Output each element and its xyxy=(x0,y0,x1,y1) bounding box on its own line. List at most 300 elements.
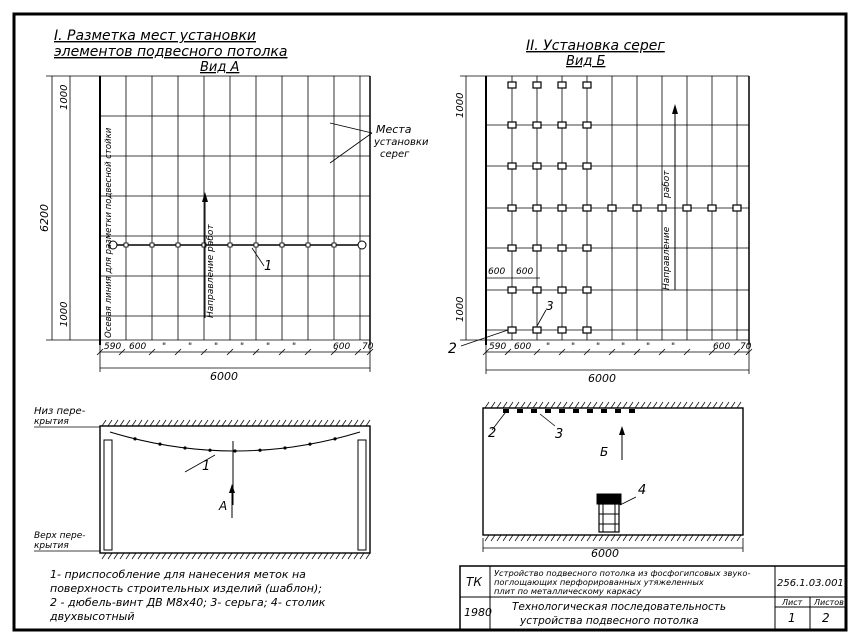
hatch xyxy=(270,420,274,426)
hatch xyxy=(641,402,645,408)
hatch xyxy=(593,402,597,408)
hatch xyxy=(198,420,202,426)
hatch xyxy=(210,553,214,559)
hatch xyxy=(240,553,244,559)
section-1-title-line1: I. Разметка мест установки xyxy=(54,28,257,44)
hatch xyxy=(641,535,645,541)
mark xyxy=(124,243,128,247)
hatch xyxy=(156,553,160,559)
hatch xyxy=(557,402,561,408)
elev-a-label-top-1: Низ пере- xyxy=(34,406,86,417)
hatch xyxy=(491,402,495,408)
section-2-title: II. Установка серег xyxy=(526,38,665,54)
hatch xyxy=(677,535,681,541)
elev-b-earrings xyxy=(503,409,635,413)
earring xyxy=(583,82,591,88)
tb-subject-3: плит по металлическому каркасу xyxy=(494,586,642,596)
section-2-header xyxy=(526,38,665,69)
earring xyxy=(558,163,566,169)
plan-b-leader-3 xyxy=(537,310,546,326)
mark xyxy=(280,243,284,247)
earring xyxy=(608,205,616,211)
hatch xyxy=(186,420,190,426)
hatch xyxy=(204,420,208,426)
hatch xyxy=(719,402,723,408)
legend-line-4: двухвысотный xyxy=(50,610,135,623)
elev-a-leader-1 xyxy=(185,455,215,472)
earring xyxy=(558,245,566,251)
hatch xyxy=(623,535,627,541)
hatch xyxy=(707,402,711,408)
earring xyxy=(601,409,607,413)
earring xyxy=(629,409,635,413)
hatch xyxy=(180,553,184,559)
hatch xyxy=(114,420,118,426)
earring xyxy=(533,327,541,333)
plan-a-dim-repeat-6: " xyxy=(292,342,297,352)
plan-a-marker-1: 1 xyxy=(264,259,273,274)
callout-line2: установки xyxy=(374,137,429,148)
legend-line-1: 1- приспособление для нанесения меток на xyxy=(50,568,306,581)
earring xyxy=(558,287,566,293)
hatch xyxy=(671,535,675,541)
hatch xyxy=(108,420,112,426)
hatch xyxy=(192,420,196,426)
plan-b-dim-first: 590 xyxy=(489,342,507,352)
hatch xyxy=(683,535,687,541)
hatch xyxy=(210,420,214,426)
mark xyxy=(150,243,154,247)
elev-b-marker-2: 2 xyxy=(488,426,497,441)
tb-doc-title-1: Технологическая последовательность xyxy=(512,601,727,613)
hatch xyxy=(246,553,250,559)
elev-a-post-right xyxy=(358,440,366,550)
hatch xyxy=(204,553,208,559)
elev-a-frame xyxy=(100,426,370,553)
elev-a-marker-1: 1 xyxy=(202,459,211,474)
hatch xyxy=(168,420,172,426)
hatch xyxy=(198,553,202,559)
tb-sheet: 1 xyxy=(788,611,796,625)
hatch xyxy=(162,420,166,426)
sag-mark xyxy=(208,449,211,452)
earring xyxy=(573,409,579,413)
earring xyxy=(503,409,509,413)
hatch xyxy=(330,553,334,559)
hatch xyxy=(120,420,124,426)
hatch xyxy=(132,553,136,559)
hatch xyxy=(246,420,250,426)
plan-a-dim-second: 600 xyxy=(129,342,147,352)
hatch xyxy=(551,535,555,541)
mark xyxy=(306,243,310,247)
hatch xyxy=(132,420,136,426)
hatch xyxy=(665,535,669,541)
elev-a-post-left xyxy=(104,440,112,550)
hatch xyxy=(162,553,166,559)
elev-b-slab-hatch xyxy=(485,402,741,541)
hatch xyxy=(276,553,280,559)
hatch xyxy=(360,553,364,559)
hatch xyxy=(515,402,519,408)
hatch xyxy=(539,535,543,541)
hatch xyxy=(252,553,256,559)
earring xyxy=(508,163,516,169)
plan-b-marker-3: 3 xyxy=(546,299,554,313)
earring xyxy=(587,409,593,413)
plan-a-dim-total-h: 6000 xyxy=(210,370,238,383)
plan-b-dim-repeat-6: " xyxy=(671,342,676,352)
hatch xyxy=(659,402,663,408)
tb-sheets: 2 xyxy=(822,611,830,625)
earring xyxy=(508,205,516,211)
hatch xyxy=(485,402,489,408)
hatch xyxy=(126,553,130,559)
hatch xyxy=(222,420,226,426)
hatch xyxy=(174,420,178,426)
hatch xyxy=(300,420,304,426)
elev-b-dim-total: 6000 xyxy=(591,547,619,560)
sag-mark xyxy=(258,449,261,452)
section-1-header xyxy=(54,28,287,75)
hatch xyxy=(258,420,262,426)
legend-line-3: 2 - дюбель-винт ДВ М8х40; 3- серьга; 4- столик xyxy=(50,596,326,609)
elev-b-direction-arrowhead xyxy=(619,426,625,435)
hatch xyxy=(551,402,555,408)
sag-mark xyxy=(233,449,236,452)
hatch xyxy=(252,420,256,426)
tb-doc-title-2: устройства подвесного потолка xyxy=(520,615,699,627)
plan-b-direction-upper: работ xyxy=(662,170,672,198)
hatch xyxy=(306,420,310,426)
hatch xyxy=(336,420,340,426)
elev-a-sag-line xyxy=(110,432,360,451)
plan-b-dim-second: 600 xyxy=(514,342,532,352)
hatch xyxy=(192,553,196,559)
hatch xyxy=(497,535,501,541)
hatch xyxy=(635,535,639,541)
plan-a-dim-bottom-v: 1000 xyxy=(59,301,70,327)
earring xyxy=(558,122,566,128)
hatch xyxy=(485,535,489,541)
hatch xyxy=(324,553,328,559)
hatch xyxy=(366,420,370,426)
hatch xyxy=(108,553,112,559)
hatch xyxy=(288,420,292,426)
hatch xyxy=(228,420,232,426)
plan-a-grid xyxy=(100,76,370,340)
hatch xyxy=(354,553,358,559)
hatch xyxy=(713,535,717,541)
hatch xyxy=(695,402,699,408)
elev-a-direction-arrowhead xyxy=(229,484,235,493)
hatch xyxy=(240,420,244,426)
hatch xyxy=(539,402,543,408)
hatch xyxy=(671,402,675,408)
tb-sheets-label: Листов xyxy=(814,598,844,607)
earring xyxy=(615,409,621,413)
hatch xyxy=(342,553,346,559)
hatch xyxy=(635,402,639,408)
hatch xyxy=(342,420,346,426)
tb-code: 256.1.03.001 xyxy=(777,578,844,589)
earring xyxy=(531,409,537,413)
plan-a-dim-repeat-3: " xyxy=(214,342,219,352)
hatch xyxy=(312,420,316,426)
hatch xyxy=(653,535,657,541)
hatch xyxy=(521,402,525,408)
hatch xyxy=(318,553,322,559)
hatch xyxy=(186,553,190,559)
earring xyxy=(508,287,516,293)
hatch xyxy=(707,535,711,541)
hatch xyxy=(599,535,603,541)
hatch xyxy=(354,420,358,426)
earring xyxy=(508,82,516,88)
sag-mark xyxy=(333,437,336,440)
plan-a-direction-note: Направление работ xyxy=(206,224,216,318)
hatch xyxy=(659,535,663,541)
hatch xyxy=(563,402,567,408)
earring xyxy=(583,327,591,333)
legend xyxy=(49,568,326,623)
hatch xyxy=(629,535,633,541)
earring xyxy=(533,82,541,88)
plan-a-dim-repeat-1: " xyxy=(162,342,167,352)
hatch xyxy=(144,553,148,559)
plan-b-direction-arrowhead xyxy=(672,104,678,114)
hatch xyxy=(581,535,585,541)
hatch xyxy=(156,420,160,426)
plan-b-dim-top-v: 1000 xyxy=(455,92,466,118)
hatch xyxy=(731,402,735,408)
sag-mark xyxy=(158,443,161,446)
earring xyxy=(545,409,551,413)
tb-year: 1980 xyxy=(464,606,492,619)
legend-line-2: поверхность строительных изделий (шаблон); xyxy=(50,582,322,595)
hatch xyxy=(527,535,531,541)
hatch xyxy=(587,402,591,408)
hatch xyxy=(587,535,591,541)
hatch xyxy=(545,402,549,408)
hatch xyxy=(282,553,286,559)
hatch xyxy=(497,402,501,408)
tb-subject-2: поглощающих перфорированных утяжеленных xyxy=(494,577,704,587)
hatch xyxy=(216,553,220,559)
hatch xyxy=(509,402,513,408)
hatch xyxy=(294,420,298,426)
hatch xyxy=(527,402,531,408)
earring xyxy=(583,245,591,251)
hatch xyxy=(312,553,316,559)
hatch xyxy=(575,535,579,541)
hatch xyxy=(306,553,310,559)
hatch xyxy=(533,535,537,541)
plan-b-dim-end: 70 xyxy=(740,342,752,352)
plan-b-dim-repeat-2: " xyxy=(571,342,576,352)
elev-b-leader-3 xyxy=(540,414,555,426)
hatch xyxy=(719,535,723,541)
earring xyxy=(683,205,691,211)
hatch xyxy=(677,402,681,408)
earring xyxy=(583,287,591,293)
hatch xyxy=(509,535,513,541)
plan-b-marker-2: 2 xyxy=(448,341,457,357)
hatch xyxy=(150,420,154,426)
section-2-view-label: Вид Б xyxy=(566,54,606,69)
earring xyxy=(533,163,541,169)
plan-a-leader-1 xyxy=(252,248,264,266)
plan-a-dim-last: 600 xyxy=(333,342,351,352)
earring xyxy=(533,245,541,251)
plan-b-dim-last: 600 xyxy=(713,342,731,352)
plan-a-direction-arrowhead xyxy=(202,192,208,202)
plan-a-dim-end: 70 xyxy=(362,342,374,352)
hatch xyxy=(689,402,693,408)
hatch xyxy=(264,553,268,559)
earring xyxy=(508,327,516,333)
plan-a-axis-note: Осевая линия для разметки подвесной стойки xyxy=(104,127,114,338)
plan-view-a xyxy=(38,76,429,383)
sag-mark xyxy=(133,437,136,440)
hatch xyxy=(737,402,741,408)
plan-a-end-circle-right xyxy=(358,241,366,249)
plan-view-b xyxy=(448,76,752,385)
hatch xyxy=(324,420,328,426)
elev-a-direction-label: А xyxy=(219,499,228,513)
hatch xyxy=(318,420,322,426)
tb-sheet-label: Лист xyxy=(782,598,803,607)
hatch xyxy=(623,402,627,408)
hatch xyxy=(725,402,729,408)
hatch xyxy=(168,553,172,559)
elevation-a xyxy=(34,406,370,559)
elev-b-direction-label: Б xyxy=(600,445,609,459)
hatch xyxy=(144,420,148,426)
plan-a-dim-top-v: 1000 xyxy=(59,84,70,110)
hatch xyxy=(557,535,561,541)
hatch xyxy=(234,420,238,426)
mark xyxy=(228,243,232,247)
mark xyxy=(332,243,336,247)
plan-a-vertical-dims xyxy=(46,76,100,340)
hatch xyxy=(647,402,651,408)
hatch xyxy=(120,553,124,559)
hatch xyxy=(282,420,286,426)
hatch xyxy=(569,402,573,408)
hatch xyxy=(617,402,621,408)
elev-b-leader-4 xyxy=(620,497,636,505)
hatch xyxy=(629,402,633,408)
section-1-view-label: Вид А xyxy=(200,60,240,75)
hatch xyxy=(138,420,142,426)
hatch xyxy=(366,553,370,559)
hatch xyxy=(647,535,651,541)
sag-mark xyxy=(283,446,286,449)
plan-a-callout xyxy=(330,123,429,163)
hatch xyxy=(611,535,615,541)
elev-b-frame xyxy=(483,408,743,535)
earring xyxy=(517,409,523,413)
hatch xyxy=(114,553,118,559)
elevation-b xyxy=(483,402,743,560)
hatch xyxy=(222,553,226,559)
earring xyxy=(558,205,566,211)
hatch xyxy=(665,402,669,408)
hatch xyxy=(521,535,525,541)
sag-mark xyxy=(183,446,186,449)
hatch xyxy=(605,402,609,408)
hatch xyxy=(593,535,597,541)
earring xyxy=(533,205,541,211)
hatch xyxy=(228,553,232,559)
plan-b-direction-lower: Направление xyxy=(662,226,672,290)
earring xyxy=(633,205,641,211)
plan-b-dim-repeat-3: " xyxy=(596,342,601,352)
hatch xyxy=(288,553,292,559)
elev-b-marker-4: 4 xyxy=(638,483,647,498)
hatch xyxy=(575,402,579,408)
earring xyxy=(708,205,716,211)
hatch xyxy=(605,535,609,541)
callout-line1: Места xyxy=(376,123,412,136)
earring xyxy=(533,287,541,293)
plan-b-dim-total-h: 6000 xyxy=(588,372,616,385)
hatch xyxy=(503,535,507,541)
tb-org: ТК xyxy=(466,575,482,589)
hatch xyxy=(611,402,615,408)
hatch xyxy=(533,402,537,408)
plan-b-spacing-b: 600 xyxy=(516,267,534,277)
mark xyxy=(176,243,180,247)
earring xyxy=(558,82,566,88)
hatch xyxy=(545,535,549,541)
hatch xyxy=(695,535,699,541)
hatch xyxy=(701,535,705,541)
earring xyxy=(583,163,591,169)
hatch xyxy=(503,402,507,408)
hatch xyxy=(713,402,717,408)
hatch xyxy=(294,553,298,559)
elev-a-label-bottom-2: крытия xyxy=(34,541,69,551)
hatch xyxy=(270,553,274,559)
section-1-title-line2: элементов подвесного потолка xyxy=(54,44,288,60)
earring xyxy=(583,122,591,128)
earring xyxy=(533,122,541,128)
hatch xyxy=(617,535,621,541)
plan-b-earrings xyxy=(508,82,741,333)
elev-a-label-bottom-1: Верх пере- xyxy=(34,531,86,541)
elev-b-scaffold xyxy=(597,494,621,532)
sag-mark xyxy=(308,443,311,446)
hatch xyxy=(683,402,687,408)
hatch xyxy=(360,420,364,426)
hatch xyxy=(653,402,657,408)
hatch xyxy=(102,420,106,426)
hatch xyxy=(336,553,340,559)
hatch xyxy=(174,553,178,559)
hatch xyxy=(737,535,741,541)
plan-b-dim-repeat-5: " xyxy=(646,342,651,352)
hatch xyxy=(569,535,573,541)
hatch xyxy=(126,420,130,426)
earring xyxy=(558,327,566,333)
hatch xyxy=(491,535,495,541)
plan-a-dim-first: 590 xyxy=(104,342,122,352)
plan-a-dim-total-v: 6200 xyxy=(38,204,51,232)
hatch xyxy=(581,402,585,408)
hatch xyxy=(300,553,304,559)
